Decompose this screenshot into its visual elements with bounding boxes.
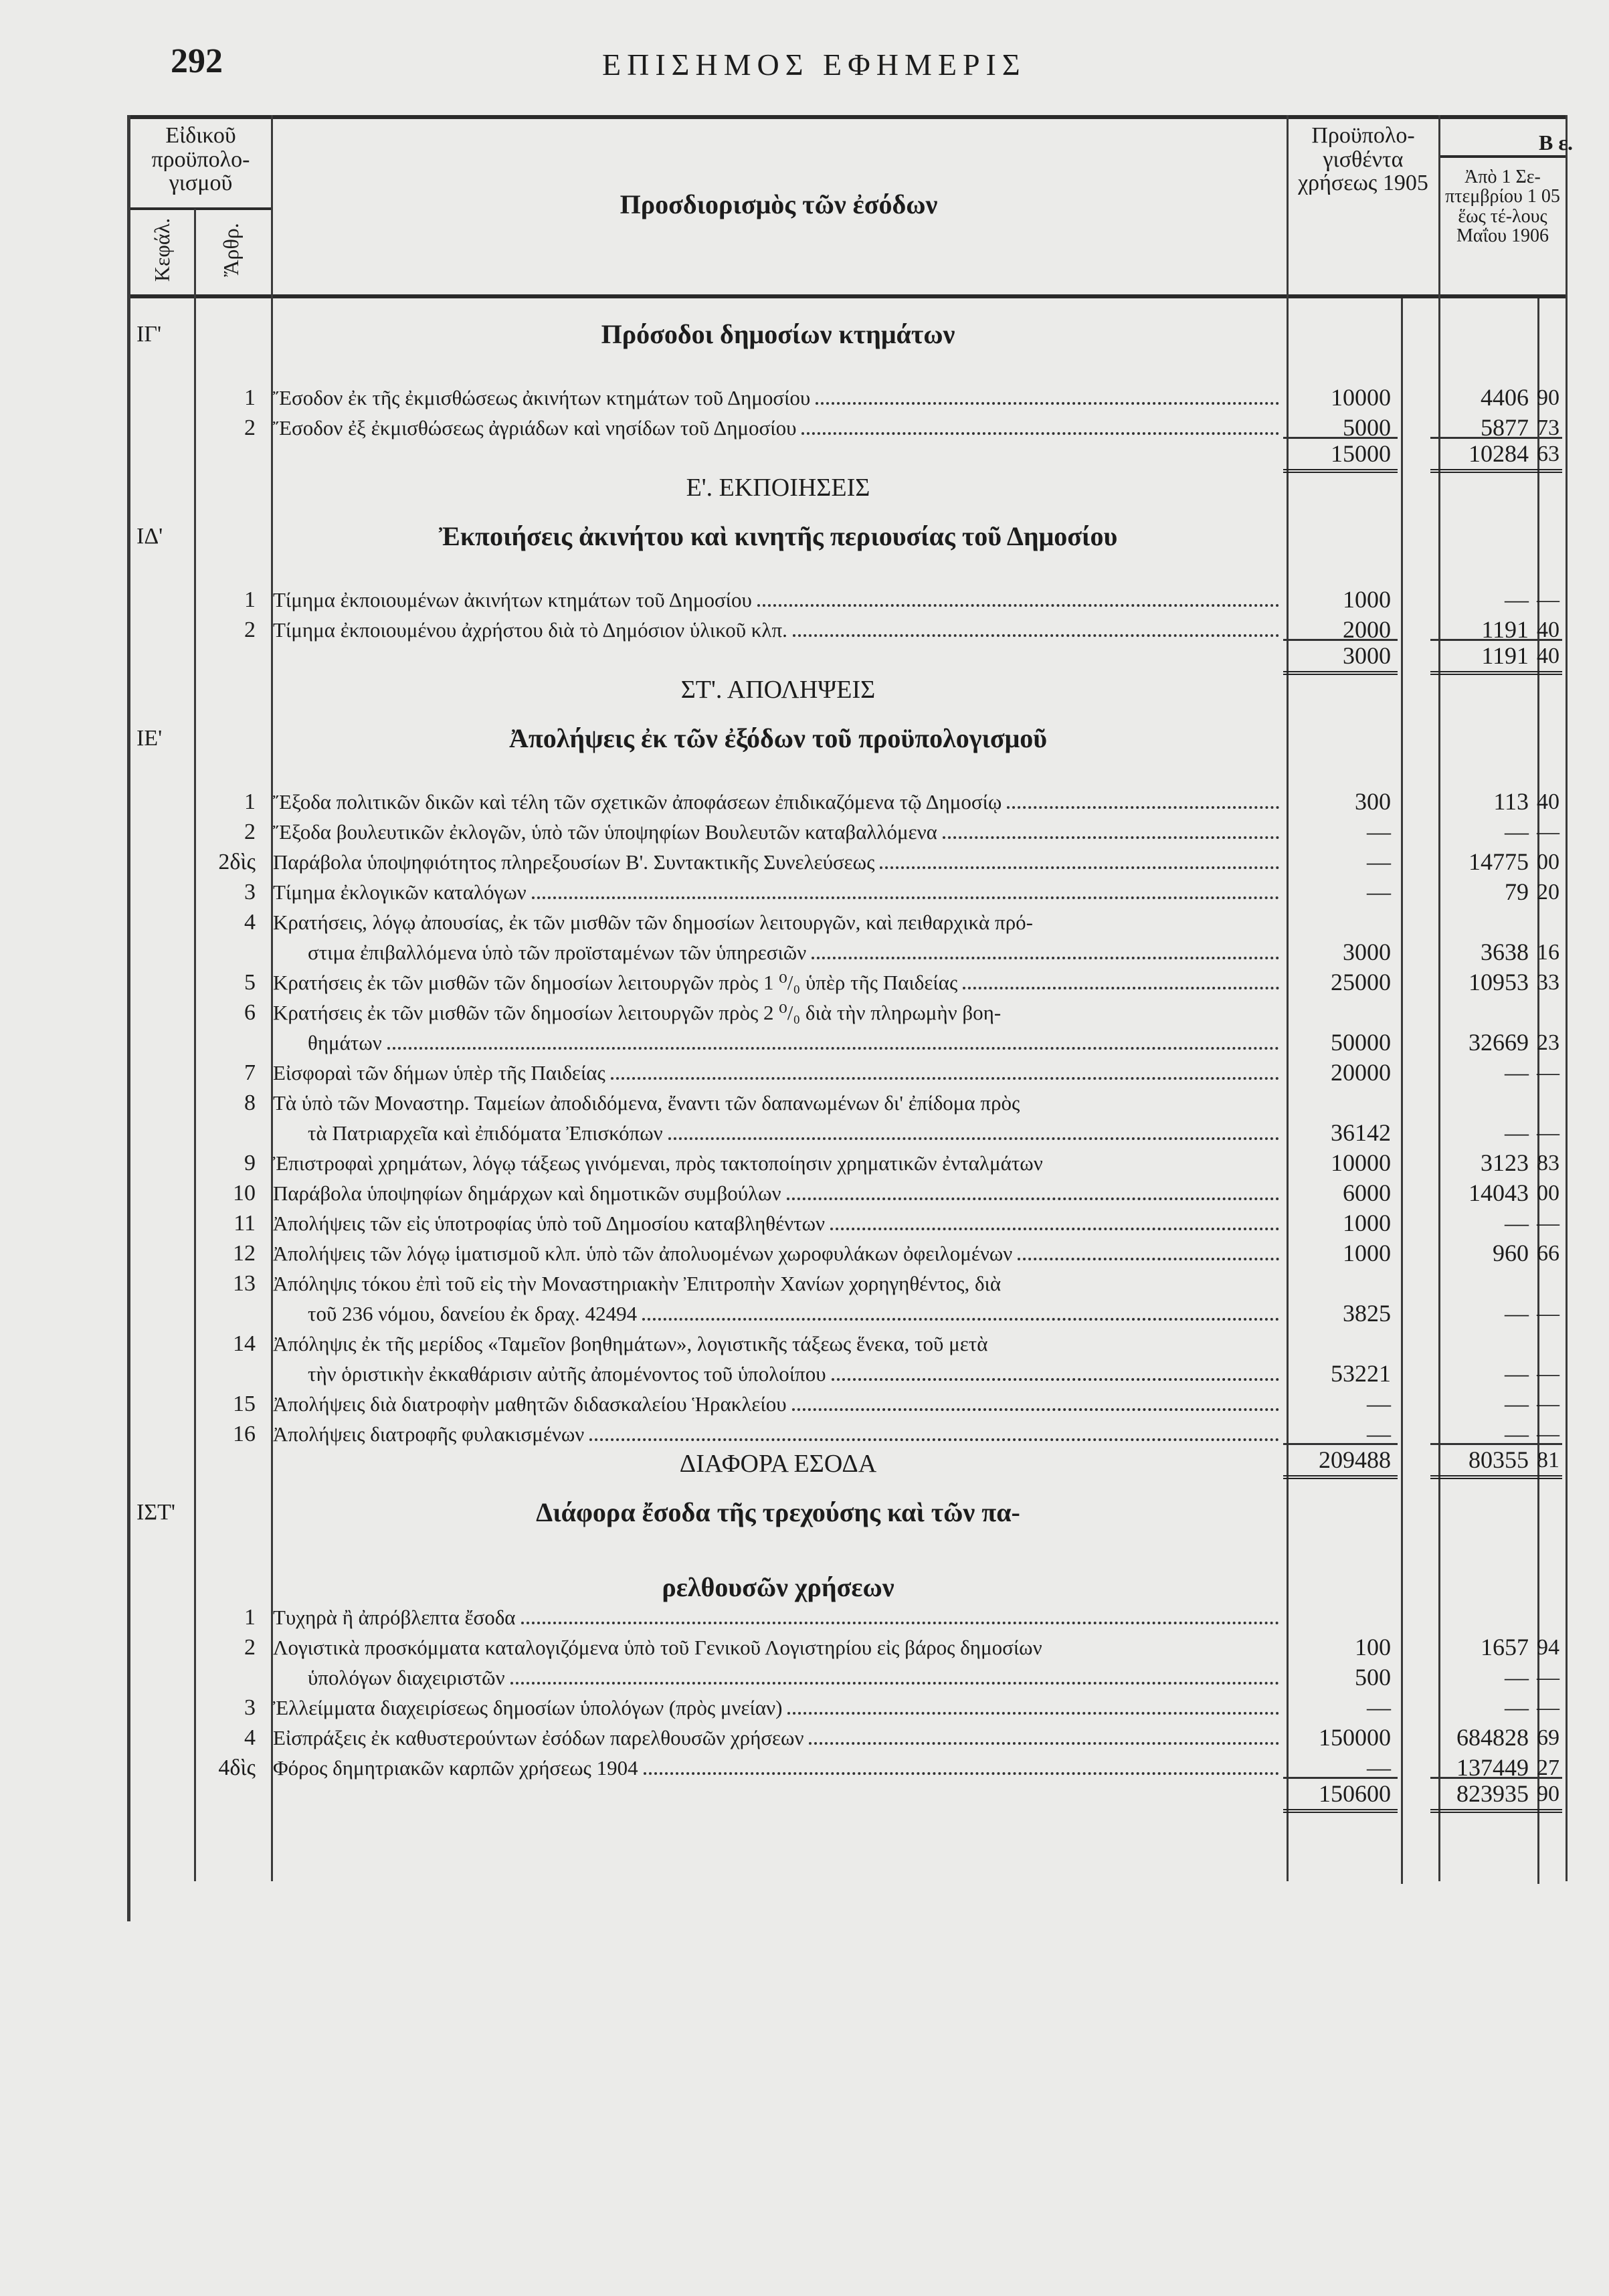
description: [268, 907, 1283, 937]
actual-decimals: —: [1537, 820, 1559, 844]
description-text: τὰ Πατριαρχεῖα καὶ ἐπιδόματα Ἐπισκόπων: [308, 1121, 663, 1145]
article-number: 1: [244, 587, 256, 612]
actual-decimals: 63: [1534, 437, 1562, 473]
actual-decimals: 27: [1537, 1755, 1559, 1780]
dot-leader: [943, 817, 1279, 839]
description-text: Παράβολα ὑποψηφιότητος πληρεξουσίων Β'. Συντακτικῆς Συνελεύσεως: [273, 850, 875, 874]
actual-amount: 10284: [1430, 437, 1534, 473]
description-text: τοῦ 236 νόμου, δανείου ἐκ δραχ. 42494: [308, 1302, 638, 1325]
heading-row: [127, 1486, 1566, 1527]
budget-amount: —: [1367, 1694, 1391, 1721]
actual-amount: 14775: [1469, 848, 1529, 875]
description-text: Ε'. ΕΚΠΟΙΗΣΕΙΣ: [686, 474, 870, 502]
description-text: Τὰ ὑπὸ τῶν Μοναστηρ. Ταμείων ἀποδιδόμενα, ἔναντι τῶν δαπανωμένων δι' ἐπίδομα πρὸς: [273, 1091, 1020, 1115]
actual-amount: 4406: [1481, 384, 1529, 411]
header-special-budget: Εἰδικοῦ προϋπολο-γισμοῦ: [151, 123, 250, 196]
description: [268, 877, 1283, 907]
budget-amount: 2000: [1343, 616, 1391, 643]
article-number: 4: [244, 910, 256, 935]
dot-leader: [801, 413, 1279, 435]
description: [268, 817, 1283, 847]
actual-decimals: 00: [1537, 1181, 1559, 1206]
description: [268, 1299, 1283, 1329]
description-text: Παράβολα ὑποψηφίων δημάρχων καὶ δημοτικῶν συμβούλων: [273, 1181, 781, 1205]
budget-amount: —: [1367, 818, 1391, 845]
actual-amount: 1191: [1430, 639, 1534, 675]
actual-amount: —: [1505, 1059, 1529, 1086]
revenue-table-body: [127, 301, 1566, 1813]
actual-decimals: 00: [1537, 850, 1559, 874]
item-row: [127, 1632, 1566, 1662]
item-row: [127, 1208, 1566, 1238]
actual-decimals: —: [1537, 1422, 1559, 1446]
actual-amount: —: [1505, 1694, 1529, 1721]
description: [268, 1693, 1283, 1723]
description: [268, 1723, 1283, 1753]
dot-leader: [812, 937, 1279, 959]
description: [268, 319, 1283, 349]
budget-amount: 100: [1355, 1634, 1391, 1660]
header-top-rule: [127, 115, 1566, 119]
budget-amount: 1000: [1343, 586, 1391, 613]
item-row: [127, 1148, 1566, 1178]
article-number: 10: [233, 1181, 256, 1206]
actual-amount: —: [1505, 586, 1529, 613]
description: [268, 1449, 1283, 1479]
item-row: [127, 997, 1566, 1028]
item-row: [127, 1088, 1566, 1118]
item-row: [127, 1058, 1566, 1088]
actual-amount: 80355: [1430, 1443, 1534, 1479]
actual-decimals: 81: [1534, 1443, 1562, 1479]
description: [268, 1497, 1283, 1527]
budget-amount: 6000: [1343, 1179, 1391, 1206]
budget-amount: 209488: [1283, 1443, 1398, 1479]
description-text: ὑπολόγων διαχειριστῶν: [308, 1666, 505, 1689]
article-number: 12: [233, 1241, 256, 1266]
actual-decimals: —: [1537, 1665, 1559, 1690]
item-row: [127, 1238, 1566, 1268]
actual-amount: 137449: [1456, 1754, 1529, 1781]
article-number: 1: [244, 789, 256, 814]
description: [268, 997, 1283, 1028]
description-text: Ἔσοδον ἐξ ἐκμισθώσεως ἀγριάδων καὶ νησίδων τοῦ Δημοσίου: [273, 416, 797, 440]
cont-row: [127, 1299, 1566, 1329]
cont-row: [127, 1662, 1566, 1693]
actual-amount: —: [1505, 1360, 1529, 1387]
dot-leader: [963, 967, 1279, 989]
actual-decimals: 94: [1537, 1635, 1559, 1660]
actual-amount: —: [1505, 1119, 1529, 1146]
description-text: Εἰσπράξεις ἐκ καθυστερούντων ἐσόδων παρελθουσῶν χρήσεων: [273, 1726, 804, 1749]
description: [268, 615, 1283, 645]
description: [268, 1753, 1283, 1783]
dot-leader: [589, 1419, 1279, 1441]
description: [268, 383, 1283, 413]
item-row: [127, 1723, 1566, 1753]
description: [268, 585, 1283, 615]
item-row: [127, 907, 1566, 937]
actual-decimals: 73: [1537, 415, 1559, 440]
heading-row: [127, 712, 1566, 753]
dot-leader: [1018, 1238, 1279, 1260]
item-row: [127, 1268, 1566, 1299]
item-row: [127, 967, 1566, 997]
cont-row: [127, 937, 1566, 967]
dot-leader: [642, 1299, 1279, 1321]
description: [268, 521, 1283, 551]
description-text: Ἔξοδα πολιτικῶν δικῶν καὶ τέλη τῶν σχετικῶν ἀποφάσεων ἐπιδικαζόμενα τῷ Δημοσίῳ: [273, 790, 1002, 814]
cont-row: [127, 1359, 1566, 1389]
description: [268, 1268, 1283, 1299]
description: [268, 967, 1283, 997]
header-corner-mark: Β ε.: [1539, 130, 1574, 155]
description-text: Τίμημα ἐκποιουμένων ἀκινήτων κτημάτων τοῦ Δημοσίου: [273, 588, 752, 611]
dot-leader: [787, 1693, 1279, 1715]
description: [268, 1632, 1283, 1662]
budget-amount: 20000: [1331, 1059, 1391, 1086]
budget-amount: —: [1367, 1420, 1391, 1447]
dot-leader: [830, 1208, 1279, 1230]
description-text: Ἀπολήψεις τῶν λόγῳ ἱματισμοῦ κλπ. ὑπὸ τῶν ἀπολυομένων χωροφυλάκων ὀφειλομένων: [273, 1242, 1013, 1265]
description-text: Λογιστικὰ προσκόμματα καταλογιζόμενα ὑπὸ τοῦ Γενικοῦ Λογιστηρίου εἰς βάρος δημοσίων: [273, 1636, 1042, 1659]
budget-amount: —: [1367, 1754, 1391, 1781]
dot-leader: [793, 615, 1279, 637]
actual-amount: 3638: [1481, 939, 1529, 965]
actual-decimals: 33: [1537, 970, 1559, 995]
dot-leader: [611, 1058, 1279, 1080]
dot-leader: [757, 585, 1279, 607]
actual-decimals: 40: [1534, 639, 1562, 675]
dot-leader: [880, 847, 1279, 869]
budget-amount: 3825: [1343, 1300, 1391, 1327]
dot-leader: [532, 877, 1279, 899]
item-row: [127, 1329, 1566, 1359]
actual-amount: 684828: [1456, 1724, 1529, 1751]
chapter-number: ΙΓ': [136, 322, 162, 347]
article-number: 2δὶς: [218, 850, 256, 874]
actual-decimals: 90: [1534, 1777, 1562, 1813]
dot-leader: [1007, 787, 1279, 809]
budget-amount: —: [1367, 848, 1391, 875]
dot-leader: [387, 1028, 1279, 1050]
article-number: 2: [244, 1635, 256, 1660]
total-row: [127, 642, 1566, 675]
article-number: 15: [233, 1392, 256, 1416]
description: [268, 473, 1283, 503]
description: [268, 1359, 1283, 1389]
actual-decimals: 16: [1537, 940, 1559, 965]
total-row: [127, 440, 1566, 473]
dot-leader: [787, 1178, 1279, 1200]
total-row: [127, 1446, 1566, 1479]
dot-leader: [816, 383, 1279, 405]
description-text: ΔΙΑΦΟΡΑ ΕΣΟΔΑ: [679, 1450, 877, 1478]
item-row: [127, 585, 1566, 615]
header-period-rule: [1440, 155, 1566, 158]
item-row: [127, 383, 1566, 413]
actual-amount: 14043: [1469, 1179, 1529, 1206]
description-text: Ἐκποιήσεις ἀκινήτου καὶ κινητῆς περιουσίας τοῦ Δημοσίου: [438, 521, 1118, 551]
actual-amount: —: [1505, 1390, 1529, 1417]
description-text: Κρατήσεις ἐκ τῶν μισθῶν τῶν δημοσίων λειτουργῶν πρὸς 2 ⁰/₀ διὰ τὴν πληρωμὴν βοη-: [273, 1001, 1002, 1024]
actual-decimals: 90: [1537, 385, 1559, 410]
budget-amount: 10000: [1331, 1149, 1391, 1176]
actual-amount: 5877: [1481, 414, 1529, 441]
description: [268, 937, 1283, 967]
description-text: Πρόσοδοι δημοσίων κτημάτων: [601, 319, 955, 349]
article-number: 1: [244, 385, 256, 410]
actual-amount: —: [1505, 818, 1529, 845]
description-text: Φόρος δημητριακῶν καρπῶν χρήσεως 1904: [273, 1756, 638, 1780]
actual-amount: 32669: [1469, 1029, 1529, 1056]
description: [268, 1238, 1283, 1268]
description-text: Τυχηρὰ ἢ ἀπρόβλεπτα ἔσοδα: [273, 1606, 516, 1629]
chapter-number: ΙΣΤ': [136, 1500, 176, 1525]
article-number: 2: [244, 820, 256, 844]
article-number: 14: [233, 1331, 256, 1356]
actual-decimals: —: [1537, 1211, 1559, 1236]
dot-leader: [668, 1118, 1279, 1140]
description: [268, 847, 1283, 877]
description: [268, 1572, 1283, 1602]
right-border: [1566, 115, 1568, 1881]
actual-amount: 79: [1505, 878, 1529, 905]
chapter-row: [127, 675, 1566, 705]
heading-row: [127, 510, 1566, 551]
budget-amount: 300: [1355, 788, 1391, 815]
actual-amount: —: [1505, 1420, 1529, 1447]
heading-row: [127, 1561, 1566, 1602]
article-number: 3: [244, 880, 256, 904]
article-number: 6: [244, 1000, 256, 1025]
budget-amount: 15000: [1283, 437, 1398, 473]
budget-amount: 10000: [1331, 384, 1391, 411]
dot-leader: [644, 1753, 1279, 1775]
actual-decimals: 40: [1537, 617, 1559, 642]
description: [268, 1088, 1283, 1118]
description: [268, 1118, 1283, 1148]
budget-amount: —: [1367, 1390, 1391, 1417]
actual-decimals: 23: [1537, 1030, 1559, 1055]
item-row: [127, 1602, 1566, 1632]
description: [268, 1148, 1283, 1178]
budget-amount: 25000: [1331, 969, 1391, 995]
actual-amount: 1657: [1481, 1634, 1529, 1660]
item-row: [127, 1178, 1566, 1208]
article-number: 2: [244, 415, 256, 440]
article-number: 11: [233, 1211, 256, 1236]
budget-amount: 3000: [1343, 939, 1391, 965]
actual-amount: 113: [1493, 788, 1529, 815]
header-article: Ἄρθρ.: [218, 223, 243, 277]
description: [268, 1058, 1283, 1088]
actual-amount: —: [1505, 1210, 1529, 1236]
article-number: 13: [233, 1271, 256, 1296]
chapter-number: ΙΔ': [136, 524, 163, 549]
article-number: 4: [244, 1725, 256, 1750]
budget-amount: 53221: [1331, 1360, 1391, 1387]
budget-amount: 3000: [1283, 639, 1398, 675]
actual-decimals: 20: [1537, 880, 1559, 904]
actual-decimals: —: [1537, 1301, 1559, 1326]
chapter-row: [127, 473, 1566, 503]
item-row: [127, 877, 1566, 907]
dot-leader: [792, 1389, 1279, 1411]
description-text: Κρατήσεις ἐκ τῶν μισθῶν τῶν δημοσίων λειτουργῶν πρὸς 1 ⁰/₀ ὑπὲρ τῆς Παιδείας: [273, 971, 958, 994]
description-text: Ἀπόληψις τόκου ἐπὶ τοῦ εἰς τὴν Μοναστηριακὴν Ἐπιτροπὴν Χανίων χορηγηθέντος, διὰ: [273, 1272, 1002, 1295]
actual-decimals: 83: [1537, 1151, 1559, 1175]
description: [268, 723, 1283, 753]
description: [268, 1208, 1283, 1238]
article-number: 8: [244, 1090, 256, 1115]
total-row: [127, 1780, 1566, 1813]
header-sub-rule: [127, 207, 271, 210]
description-text: Ἐλλείμματα διαχειρίσεως δημοσίων ὑπολόγων (πρὸς μνείαν): [273, 1696, 783, 1719]
description-text: Ἔξοδα βουλευτικῶν ἐκλογῶν, ὑπὸ τῶν ὑποψηφίων Βουλευτῶν καταβαλλόμενα: [273, 820, 937, 844]
header-bottom-rule: [127, 294, 1566, 298]
page-title: ΕΠΙΣΗΜΟΣ ΕΦΗΜΕΡΙΣ: [602, 47, 1026, 82]
budget-amount: 150600: [1283, 1777, 1398, 1813]
dot-leader: [809, 1723, 1279, 1745]
page-number: 292: [171, 42, 223, 80]
description: [268, 1028, 1283, 1058]
actual-amount: 10953: [1469, 969, 1529, 995]
description-text: τὴν ὁριστικὴν ἐκκαθάρισιν αὐτῆς ἀπομένοντος τοῦ ὑπολοίπου: [308, 1362, 826, 1385]
actual-amount: 960: [1493, 1240, 1529, 1266]
actual-decimals: —: [1537, 1392, 1559, 1416]
description-text: θημάτων: [308, 1031, 382, 1054]
budget-amount: 50000: [1331, 1029, 1391, 1056]
header-period: Ἀπὸ 1 Σε-πτεμβρίου 1 05 ἕως τέ-λους Μαΐου 1906: [1445, 167, 1560, 247]
description: [268, 1602, 1283, 1632]
budget-amount: 150000: [1319, 1724, 1391, 1751]
description-text: Τίμημα ἐκλογικῶν καταλόγων: [273, 880, 527, 904]
description: [268, 675, 1283, 705]
description-text: Ἀπολήψεις διατροφῆς φυλακισμένων: [273, 1422, 585, 1446]
description-text: Κρατήσεις, λόγῳ ἀπουσίας, ἐκ τῶν μισθῶν τῶν δημοσίων λειτουργῶν, καὶ πειθαρχικὰ πρό-: [273, 911, 1033, 934]
actual-decimals: —: [1537, 587, 1559, 612]
actual-decimals: —: [1537, 1060, 1559, 1085]
description-text: Εἰσφοραὶ τῶν δήμων ὑπὲρ τῆς Παιδείας: [273, 1061, 605, 1084]
description: [268, 1329, 1283, 1359]
description-text: Ἔσοδον ἐκ τῆς ἐκμισθώσεως ἀκινήτων κτημάτων τοῦ Δημοσίου: [273, 386, 811, 409]
article-number: 1: [244, 1605, 256, 1630]
description: [268, 1178, 1283, 1208]
budget-amount: 500: [1355, 1664, 1391, 1691]
actual-amount: 823935: [1430, 1777, 1534, 1813]
description-text: Ἀπολήψεις ἐκ τῶν ἐξόδων τοῦ προϋπολογισμοῦ: [508, 723, 1048, 753]
actual-decimals: —: [1537, 1695, 1559, 1720]
item-row: [127, 847, 1566, 877]
actual-decimals: 69: [1537, 1725, 1559, 1750]
heading-row: [127, 308, 1566, 349]
description: [268, 413, 1283, 443]
description-text: στιμα ἐπιβαλλόμενα ὑπὸ τῶν προϊσταμένων τῶν ὑπηρεσιῶν: [308, 941, 807, 964]
article-number: 4δὶς: [218, 1755, 256, 1780]
budget-amount: 5000: [1343, 414, 1391, 441]
budget-amount: 1000: [1343, 1240, 1391, 1266]
item-row: [127, 817, 1566, 847]
budget-amount: —: [1367, 878, 1391, 905]
description: [268, 1419, 1283, 1449]
actual-amount: 3123: [1481, 1149, 1529, 1176]
article-number: 9: [244, 1151, 256, 1175]
actual-amount: —: [1505, 1664, 1529, 1691]
dot-leader: [521, 1602, 1279, 1624]
cont-row: [127, 1118, 1566, 1148]
description-text: Ἀπολήψεις διὰ διατροφὴν μαθητῶν διδασκαλείου Ἡρακλείου: [273, 1392, 787, 1416]
actual-decimals: 40: [1537, 789, 1559, 814]
actual-decimals: —: [1537, 1121, 1559, 1145]
header-chapter: Κεφάλ.: [150, 217, 175, 282]
budget-amount: 1000: [1343, 1210, 1391, 1236]
description: [268, 1389, 1283, 1419]
dot-leader: [832, 1359, 1279, 1381]
description-text: Τίμημα ἐκποιουμένου ἀχρήστου διὰ τὸ Δημόσιον ὑλικοῦ κλπ.: [273, 618, 787, 642]
article-number: 3: [244, 1695, 256, 1720]
description: [268, 787, 1283, 817]
item-row: [127, 787, 1566, 817]
article-number: 5: [244, 970, 256, 995]
actual-decimals: 66: [1537, 1241, 1559, 1266]
actual-amount: —: [1505, 1300, 1529, 1327]
description: [268, 1662, 1283, 1693]
description-text: Ἀπόληψις ἐκ τῆς μερίδος «Ταμεῖον βοηθημάτων», λογιστικῆς τάξεως ἕνεκα, τοῦ μετὰ: [273, 1332, 988, 1355]
article-number: 16: [233, 1422, 256, 1446]
description-text: ΣΤ'. ΑΠΟΛΗΨΕΙΣ: [680, 676, 876, 704]
chapter-number: ΙΕ': [136, 726, 163, 751]
cont-row: [127, 1028, 1566, 1058]
description-text: Ἐπιστροφαὶ χρημάτων, λόγῳ τάξεως γινόμεναι, πρὸς τακτοποίησιν χρηματικῶν ἐνταλμάτων: [273, 1151, 1043, 1175]
header-title: Προσδιορισμὸς τῶν ἐσόδων: [620, 189, 938, 219]
dot-leader: [510, 1662, 1279, 1685]
actual-amount: 1191: [1481, 616, 1529, 643]
article-number: 2: [244, 617, 256, 642]
budget-amount: 36142: [1331, 1119, 1391, 1146]
description-text: ρελθουσῶν χρήσεων: [662, 1572, 894, 1602]
actual-decimals: —: [1537, 1361, 1559, 1386]
header-budgeted: Προϋπολο-γισθέντα χρήσεως 1905: [1298, 123, 1428, 196]
item-row: [127, 1693, 1566, 1723]
description-text: Ἀπολήψεις τῶν εἰς ὑποτροφίας ὑπὸ τοῦ Δημοσίου καταβληθέντων: [273, 1212, 826, 1235]
article-number: 7: [244, 1060, 256, 1085]
item-row: [127, 1389, 1566, 1419]
description-text: Διάφορα ἔσοδα τῆς τρεχούσης καὶ τῶν πα-: [536, 1497, 1020, 1527]
